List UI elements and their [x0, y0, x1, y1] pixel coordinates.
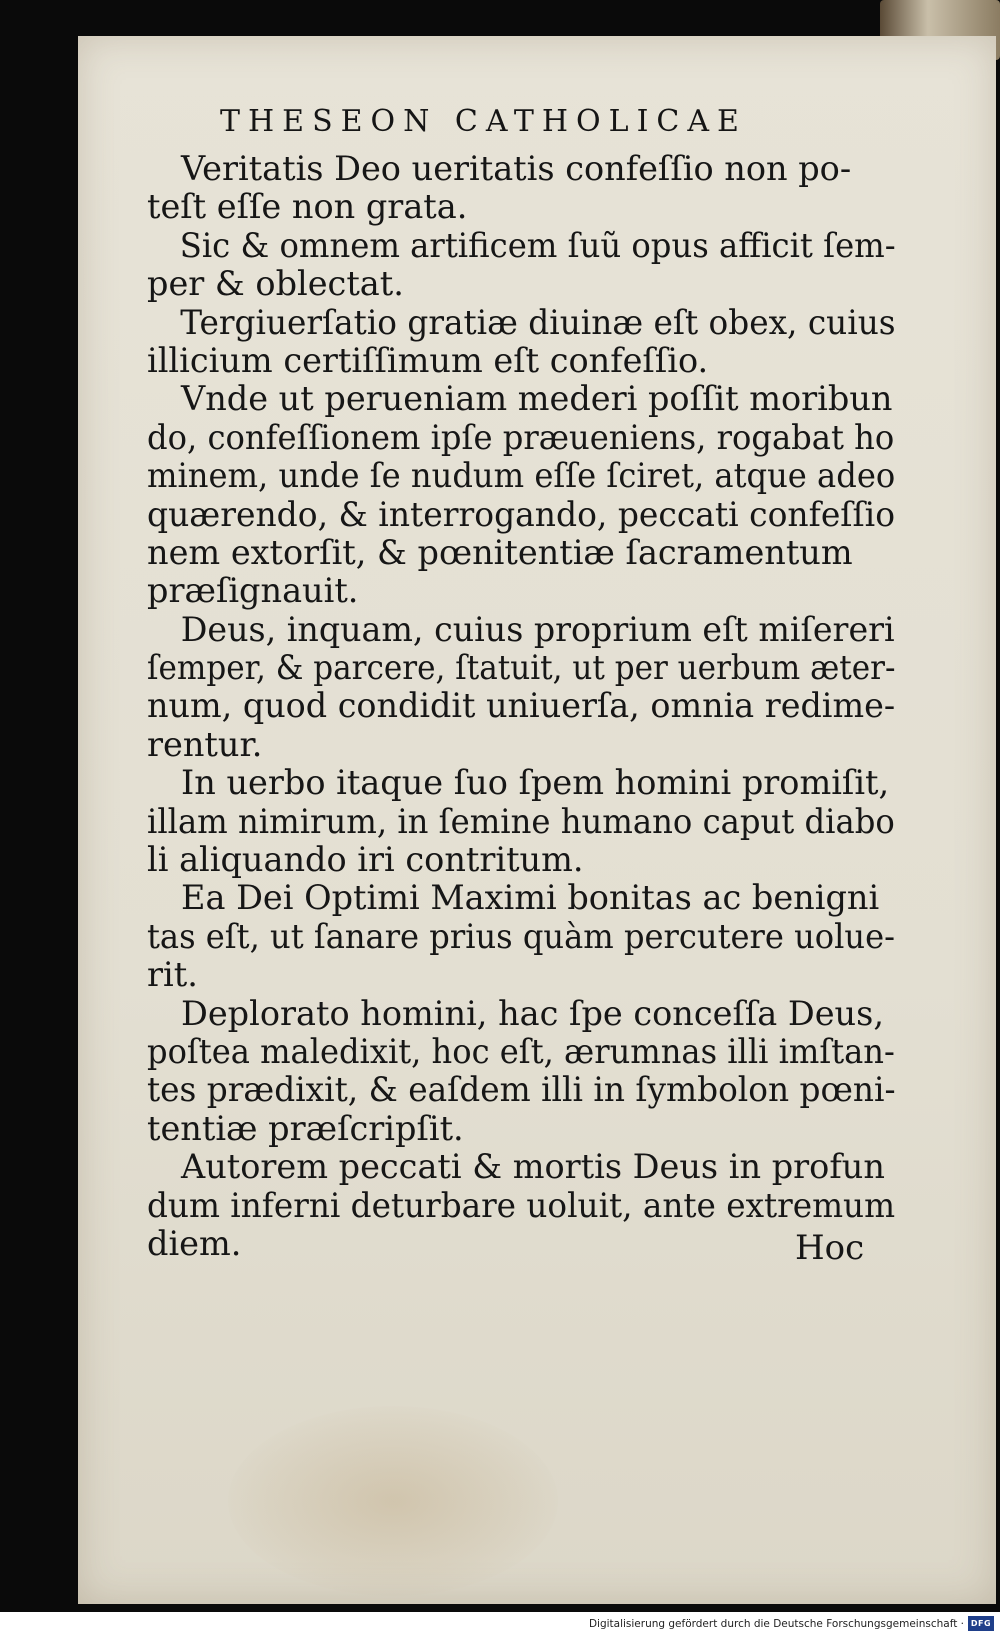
- text-line: minem, unde ſe nudum eſſe ſciret, atque adeo: [147, 456, 896, 496]
- body-text: [147, 149, 896, 1263]
- text-line: teſt eſſe non grata.: [147, 187, 468, 227]
- text-line: Veritatis Deo ueritatis confeſſio non po-: [181, 149, 852, 188]
- text-line: tes prædixit, & eaſdem illi in ſymbolon pœni-: [147, 1070, 896, 1110]
- text-line: per & oblectat.: [147, 264, 404, 304]
- text-line: Autorem peccati & mortis Deus in profun: [181, 1147, 885, 1187]
- text-line: præſignauit.: [147, 571, 359, 611]
- text-line: tentiæ præſcripſit.: [147, 1108, 464, 1148]
- text-line: Tergiuerſatio gratiæ diuinæ eſt obex, cuius: [180, 302, 896, 342]
- funding-credit: Digitalisierung gefördert durch die Deutsche Forschungsgemeinschaft ·: [588, 1618, 964, 1630]
- text-line: quærendo, & interrogando, peccati confeſſio: [147, 494, 896, 534]
- text-line: illicium certiſſimum eſt confeſſio.: [147, 340, 709, 380]
- dfg-logo: DFG: [968, 1616, 994, 1631]
- text-line: illam nimirum, in ſemine humano caput diabo: [147, 801, 895, 841]
- water-stain: [228, 1406, 558, 1596]
- text-line: Vnde ut perueniam mederi poſſit moribun: [181, 379, 893, 419]
- text-line: li aliquando iri contritum.: [147, 840, 584, 880]
- text-line: poſtea maledixit, hoc eſt, ærumnas illi imſtan-: [147, 1031, 895, 1071]
- text-line: num, quod condidit uniuerſa, omnia redime-: [147, 686, 896, 726]
- text-line: tas eſt, ut ſanare prius quàm percutere uolue-: [147, 916, 895, 956]
- text-line: Ea Dei Optimi Maximi bonitas ac benigni: [181, 878, 880, 918]
- text-line: nem extorſit, & pœnitentiæ ſacramentum: [147, 532, 853, 572]
- text-line: In uerbo itaque ſuo ſpem homini promiſit,: [181, 763, 890, 803]
- text-line: diem.: [147, 1223, 242, 1263]
- text-line: rit.: [147, 955, 198, 995]
- text-line: do, confeſſionem ipſe præueniens, rogabat ho: [147, 417, 895, 457]
- running-head: THESEON CATHOLICAE: [220, 104, 747, 139]
- text-line: Deplorato homini, hac ſpe conceſſa Deus,: [181, 993, 884, 1033]
- catchword: Hoc: [795, 1228, 865, 1268]
- text-line: Deus, inquam, cuius proprium eſt miſereri: [180, 609, 895, 649]
- text-line: dum inferni deturbare uoluit, ante extremum: [147, 1185, 896, 1225]
- text-line: Sic & omnem artificem ſuũ opus afficit ſem-: [179, 225, 896, 265]
- text-line: rentur.: [147, 724, 263, 764]
- text-line: ſemper, & parcere, ſtatuit, ut per uerbum æter-: [147, 648, 896, 688]
- digitization-footer: [0, 1612, 1000, 1641]
